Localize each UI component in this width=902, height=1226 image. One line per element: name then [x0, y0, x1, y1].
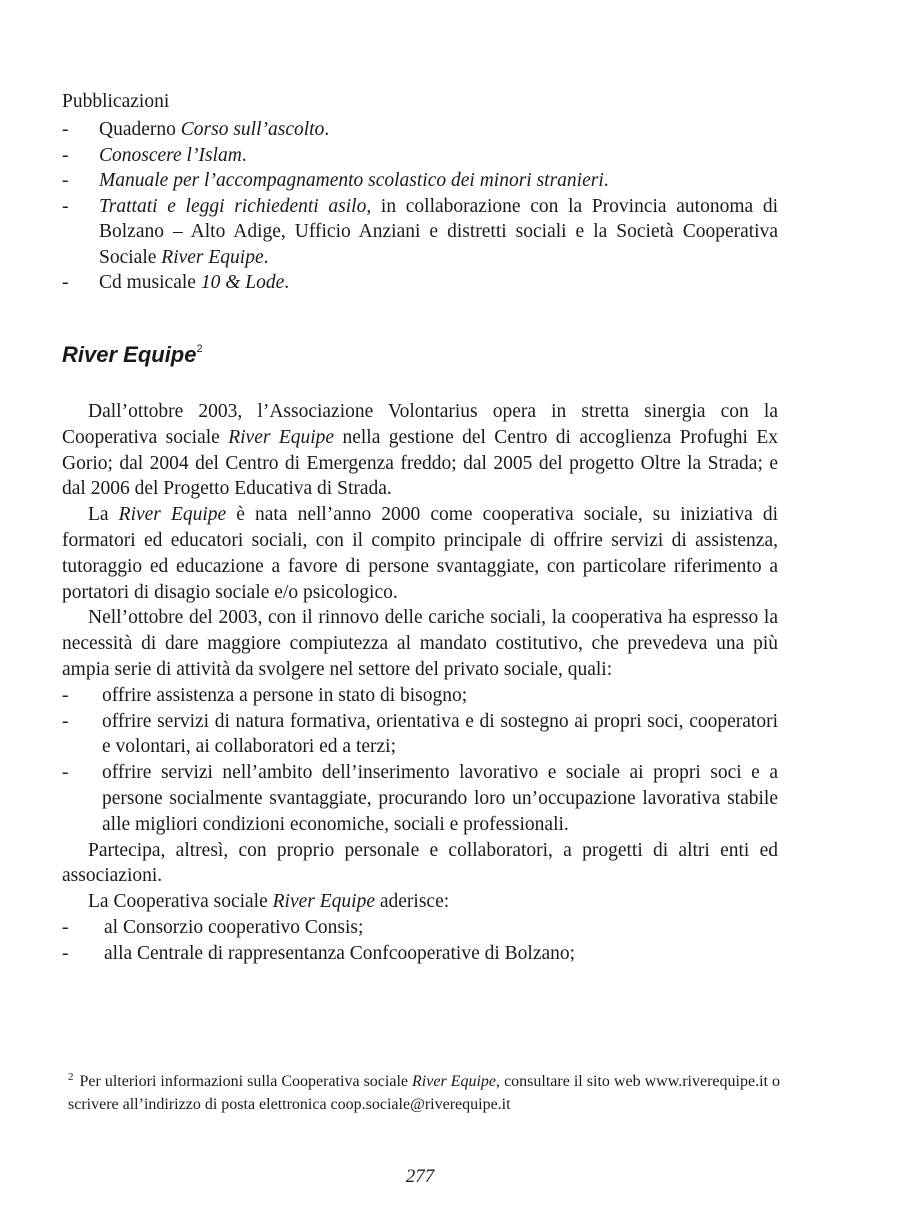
publication-item: - Cd musicale 10 & Lode. [62, 270, 778, 296]
publications-list [62, 117, 778, 296]
list-dash: - [62, 144, 69, 166]
list-item: - offrire assistenza a persone in stato di bisogno; [62, 684, 468, 706]
list-dash: - [62, 195, 69, 217]
publication-item: - Manuale per l’accompagnamento scolastico dei minori stranieri. [62, 168, 778, 194]
publication-item: - Trattati e leggi richiedenti asilo, in collaborazione con la Provincia autonoma di Bolzano – Alto Adige, Ufficio Anziani e distretti sociali e la Società Cooperativa Sociale River Equipe. [62, 195, 779, 268]
list-item: - alla Centrale di rappresentanza Confcooperative di Bolzano; [62, 942, 576, 964]
list-item: - offrire servizi nell’ambito dell’inserimento lavorativo e sociale ai propri soci e a persone socialmente svantaggiate, procurando loro un’occupazione lavorativa stabile alle migliori condizioni economiche, sociali e professionali. [62, 762, 778, 835]
publication-item: - Conoscere l’Islam. [62, 143, 778, 169]
footnote: $^2$ Per ulteriori informazioni sulla Cooperativa sociale River Equipe, consultare il sito web www.riverequipe.it o scrivere all’indirizzo di posta elettronica coop.sociale@riverequipe.it [68, 1071, 780, 1113]
membership-list [62, 915, 778, 967]
list-item: - al Consorzio cooperativo Consis; [62, 916, 364, 938]
list-item: - offrire servizi di natura formativa, orientativa e di sostegno ai propri soci, cooperatori e volontari, ai collaboratori ed a terzi; [62, 710, 778, 758]
body-text [62, 399, 778, 967]
publication-item: - Quaderno Corso sull’ascolto. [62, 117, 778, 143]
publications-heading: Pubblicazioni [62, 91, 170, 112]
paragraph: La Cooperativa sociale River Equipe aderisce: [88, 891, 450, 913]
activities-list [62, 683, 778, 838]
paragraph: Dall’ottobre 2003, l’Associazione Volontarius opera in stretta sinergia con la Cooperativa sociale River Equipe nella gestione del Centro di accoglienza Profughi Ex Gorio; dal 2004 del Centro di Emergenza freddo; dal 2005 del progetto Oltre la Strada; e dal 2006 del Progetto Educativa di Strada. [62, 401, 779, 500]
list-dash: - [62, 170, 69, 191]
list-dash: - [62, 272, 69, 293]
paragraph: La River Equipe è nata nell’anno 2000 come cooperativa sociale, su iniziativa di formatori ed educatori sociali, con il compito principale di offrire servizi di assistenza, tutoraggio ed educazione a favore di persone svantaggiate, con particolare riferimento a portatori di disagio sociale e/o psicologico. [62, 504, 778, 603]
paragraph: Nell’ottobre del 2003, con il rinnovo delle cariche sociali, la cooperativa ha espresso la necessità di dare maggiore compiutezza al mandato costitutivo, che prevedeva una più ampia serie di attività da svolgere nel settore del privato sociale, quali: [62, 607, 778, 680]
paragraph: Partecipa, altresì, con proprio personale e collaboratori, a progetti di altri enti ed associazioni. [62, 839, 778, 887]
footnote-number: 2 [68, 1071, 74, 1083]
section-title: River Equipe$^2$ [62, 342, 203, 367]
footnote-ref: 2 [196, 342, 203, 355]
page-number: 277 [405, 1166, 435, 1187]
list-dash: - [62, 119, 69, 140]
